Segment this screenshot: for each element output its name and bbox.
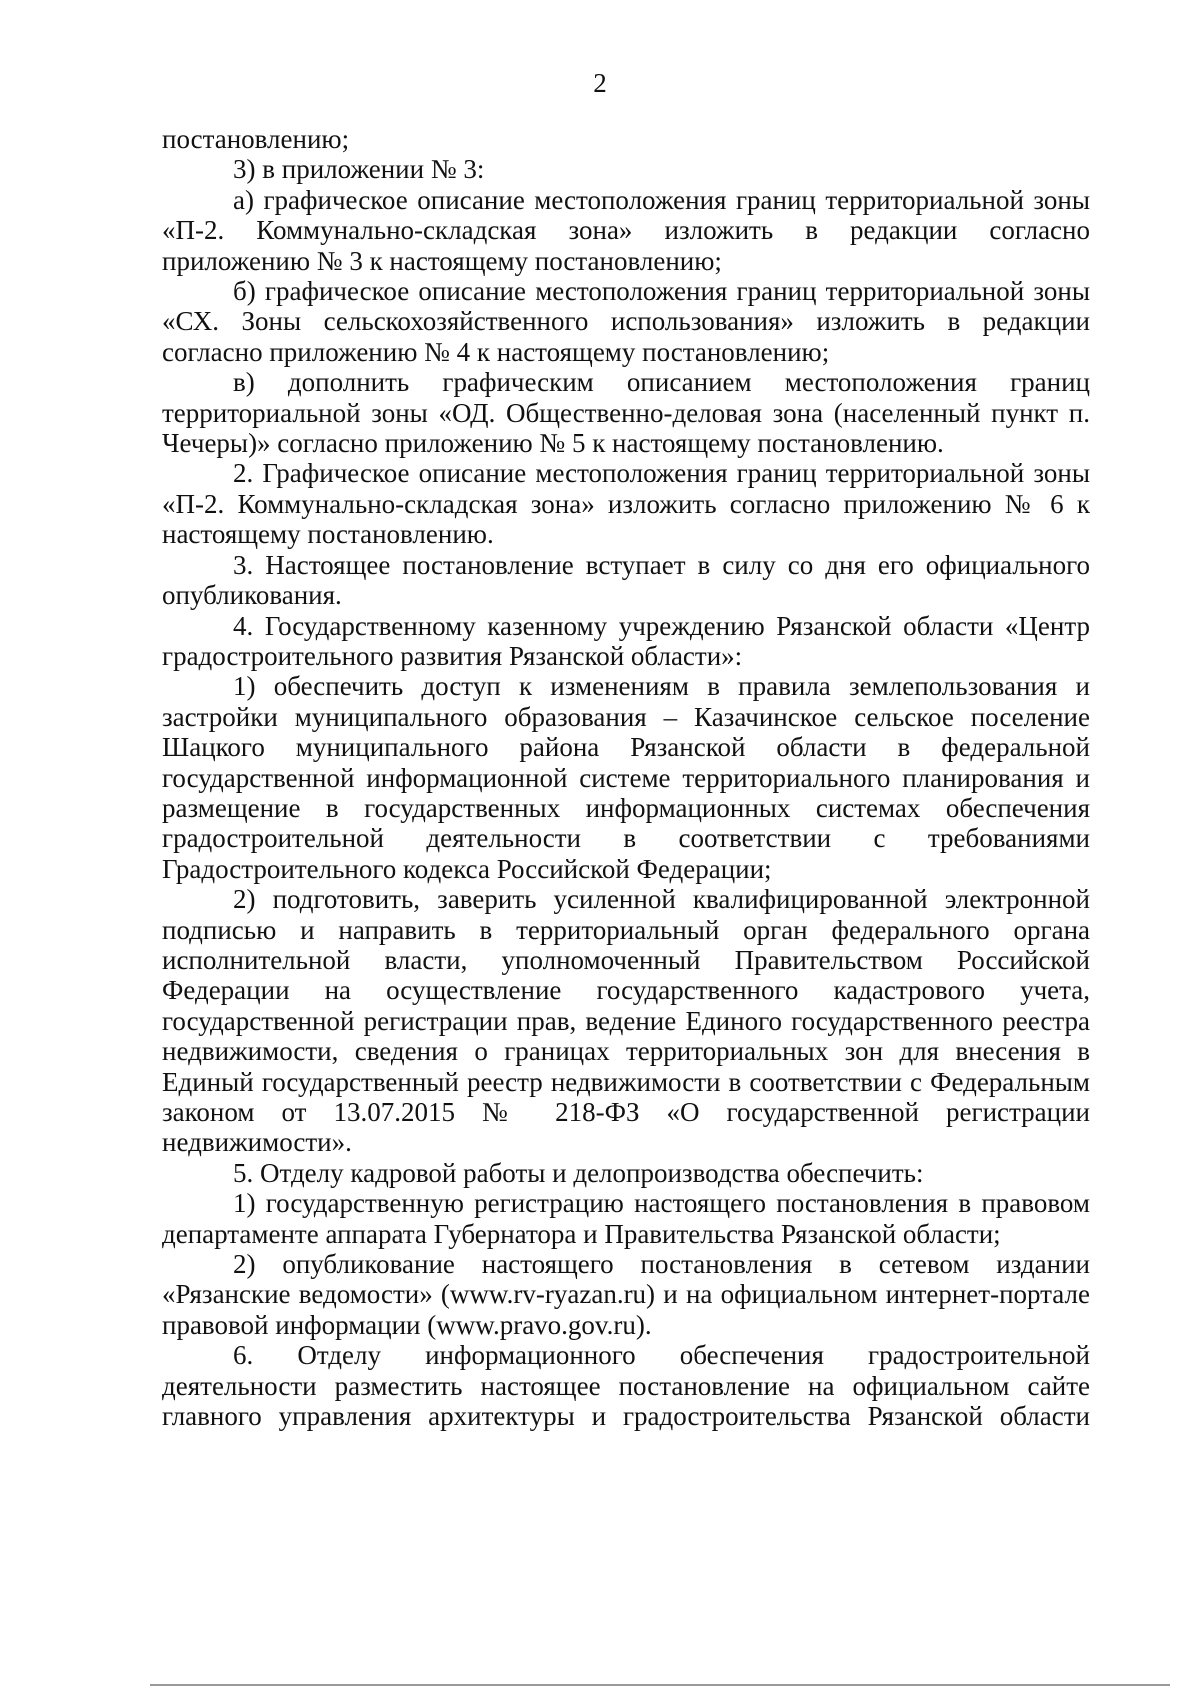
paragraph-clause-5-2: 2) опубликование настоящего постановления в сетевом издании «Рязанские ведомости» (www.rv-ryazan.ru) и на официальном интернет-портале правовой информации (www.pravo.gov.ru).: [162, 1249, 1090, 1340]
paragraph-clause-4-1: 1) обеспечить доступ к изменениям в правила землепользования и застройки муниципального образования – Казачинское сельское поселение Шацкого муниципального района Рязанской области в федеральной государственной информационной системе территориального планирования и размещение в государственных информационных системах обеспечения градостроительной деятельности в соответствии с требованиями Градостроительного кодекса Российской Федерации;: [162, 671, 1090, 884]
paragraph-clause-5-1: 1) государственную регистрацию настоящего постановления в правовом департаменте аппарата Губернатора и Правительства Рязанской области;: [162, 1188, 1090, 1249]
paragraph-continuation: постановлению;: [162, 124, 350, 154]
paragraph-clause-5: 5. Отделу кадровой работы и делопроизводства обеспечить:: [233, 1157, 924, 1188]
paragraph-item-3a: а) графическое описание местоположения границ территориальной зоны «П-2. Коммунально-складская зона» изложить в редакции согласно приложению № 3 к настоящему постановлению;: [162, 184, 1090, 276]
paragraph-item-3b: б) графическое описание местоположения границ территориальной зоны «СХ. Зоны сельскохозяйственного использования» изложить в редакции согласно приложению № 4 к настоящему постановлению;: [162, 276, 1090, 367]
paragraph-item-3v: в) дополнить графическим описанием местоположения границ территориальной зоны «ОД. Общественно-деловая зона (населенный пункт п. Чечеры)» согласно приложению № 5 к настоящему постановлению.: [162, 367, 1090, 459]
page-number: 2: [593, 68, 607, 98]
page-bottom-edge: [150, 1684, 1170, 1686]
paragraph-clause-4-2: 2) подготовить, заверить усиленной квалифицированной электронной подписью и направить в территориальный орган федерального органа исполнительной власти, уполномоченный Правительством Российской Федерации на осуществление государственного кадастрового учета, государственной регистрации прав, ведение Единого государственного реестра недвижимости, сведения о границах территориальных зон для внесения в Единый государственный реестр недвижимости в соответствии с Федеральным законом от 13.07.2015 № 218-ФЗ «О государственной регистрации недвижимости».: [162, 884, 1090, 1158]
paragraph-clause-4: 4. Государственному казенному учреждению Рязанской области «Центр градостроительного развития Рязанской области»:: [162, 610, 1090, 671]
paragraph-clause-6: 6. Отделу информационного обеспечения градостроительной деятельности разместить настоящее постановление на официальном сайте главного управления архитектуры и градостроительства Рязанской области: [162, 1340, 1090, 1432]
paragraph-clause-2: 2. Графическое описание местоположения границ территориальной зоны «П-2. Коммунально-складская зона» изложить согласно приложению № 6 к настоящему постановлению.: [162, 458, 1090, 550]
document-body: [162, 124, 1090, 1431]
paragraph-item-3: 3) в приложении № 3:: [233, 154, 485, 185]
paragraph-clause-3: 3. Настоящее постановление вступает в силу со дня его официального опубликования.: [162, 549, 1090, 611]
